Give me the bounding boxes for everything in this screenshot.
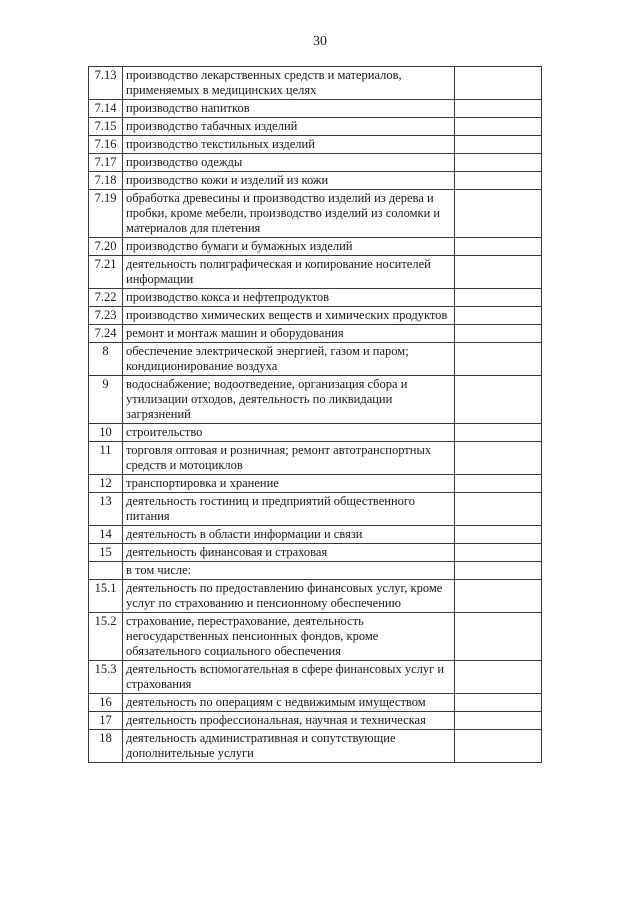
row-value-cell: [455, 289, 542, 307]
row-activity-name: деятельность по предоставлению финансовых услуг, кроме услуг по страхованию и пенсионному обеспечению: [123, 580, 455, 613]
table-row: [89, 526, 542, 544]
row-value-cell: [455, 376, 542, 424]
row-code: 15: [89, 544, 123, 562]
row-value-cell: [455, 154, 542, 172]
row-value-cell: [455, 190, 542, 238]
row-code: 7.19: [89, 190, 123, 238]
row-code: 7.16: [89, 136, 123, 154]
table-row: [89, 694, 542, 712]
row-activity-name: водоснабжение; водоотведение, организация сбора и утилизации отходов, деятельность по ликвидации загрязнений: [123, 376, 455, 424]
table-row: [89, 580, 542, 613]
row-code: 11: [89, 442, 123, 475]
table-row: [89, 100, 542, 118]
row-activity-name: производство текстильных изделий: [123, 136, 455, 154]
row-activity-name: в том числе:: [123, 562, 455, 580]
row-value-cell: [455, 544, 542, 562]
table-row: [89, 190, 542, 238]
table-row: [89, 256, 542, 289]
row-code: 17: [89, 712, 123, 730]
table-row: [89, 343, 542, 376]
table-row: [89, 136, 542, 154]
row-value-cell: [455, 67, 542, 100]
row-code: 16: [89, 694, 123, 712]
row-code: 7.15: [89, 118, 123, 136]
row-activity-name: обработка древесины и производство изделий из дерева и пробки, кроме мебели, производство изделий из соломки и материалов для плетения: [123, 190, 455, 238]
row-value-cell: [455, 661, 542, 694]
row-value-cell: [455, 256, 542, 289]
row-code: 10: [89, 424, 123, 442]
row-value-cell: [455, 136, 542, 154]
table-row: [89, 289, 542, 307]
row-activity-name: производство химических веществ и химических продуктов: [123, 307, 455, 325]
row-code: 7.13: [89, 67, 123, 100]
row-value-cell: [455, 580, 542, 613]
table-row: [89, 493, 542, 526]
row-activity-name: производство кокса и нефтепродуктов: [123, 289, 455, 307]
row-activity-name: ремонт и монтаж машин и оборудования: [123, 325, 455, 343]
row-activity-name: обеспечение электрической энергией, газом и паром; кондиционирование воздуха: [123, 343, 455, 376]
row-value-cell: [455, 475, 542, 493]
row-value-cell: [455, 694, 542, 712]
row-value-cell: [455, 493, 542, 526]
row-code: 7.14: [89, 100, 123, 118]
row-activity-name: деятельность по операциям с недвижимым имуществом: [123, 694, 455, 712]
row-activity-name: деятельность вспомогательная в сфере финансовых услуг и страхования: [123, 661, 455, 694]
row-activity-name: производство бумаги и бумажных изделий: [123, 238, 455, 256]
table-row: [89, 712, 542, 730]
row-code: 7.24: [89, 325, 123, 343]
row-activity-name: производство лекарственных средств и материалов, применяемых в медицинских целях: [123, 67, 455, 100]
table-row: [89, 325, 542, 343]
table-row: [89, 613, 542, 661]
table-row: [89, 154, 542, 172]
row-activity-name: деятельность профессиональная, научная и техническая: [123, 712, 455, 730]
row-code: 8: [89, 343, 123, 376]
row-value-cell: [455, 424, 542, 442]
table-row: [89, 661, 542, 694]
row-code: 15.3: [89, 661, 123, 694]
row-value-cell: [455, 343, 542, 376]
row-code: 12: [89, 475, 123, 493]
row-code: 7.22: [89, 289, 123, 307]
row-value-cell: [455, 526, 542, 544]
row-activity-name: производство табачных изделий: [123, 118, 455, 136]
row-value-cell: [455, 307, 542, 325]
row-value-cell: [455, 325, 542, 343]
row-activity-name: страхование, перестрахование, деятельность негосударственных пенсионных фондов, кроме обязательного социального обеспечения: [123, 613, 455, 661]
row-value-cell: [455, 442, 542, 475]
row-code: 7.17: [89, 154, 123, 172]
row-activity-name: деятельность административная и сопутствующие дополнительные услуги: [123, 730, 455, 763]
row-code: 7.20: [89, 238, 123, 256]
table-row: [89, 238, 542, 256]
row-activity-name: деятельность гостиниц и предприятий общественного питания: [123, 493, 455, 526]
page-number: 30: [313, 34, 327, 49]
row-value-cell: [455, 712, 542, 730]
row-activity-name: торговля оптовая и розничная; ремонт автотранспортных средств и мотоциклов: [123, 442, 455, 475]
table-row: [89, 730, 542, 763]
row-code: 15.1: [89, 580, 123, 613]
table-row: [89, 67, 542, 100]
table-row: [89, 376, 542, 424]
row-code: 15.2: [89, 613, 123, 661]
row-activity-name: деятельность в области информации и связи: [123, 526, 455, 544]
row-activity-name: производство одежды: [123, 154, 455, 172]
row-activity-name: строительство: [123, 424, 455, 442]
table-row: [89, 307, 542, 325]
row-value-cell: [455, 613, 542, 661]
row-value-cell: [455, 118, 542, 136]
row-code: 9: [89, 376, 123, 424]
row-value-cell: [455, 100, 542, 118]
row-code: 18: [89, 730, 123, 763]
row-code: 14: [89, 526, 123, 544]
row-activity-name: транспортировка и хранение: [123, 475, 455, 493]
row-value-cell: [455, 172, 542, 190]
row-value-cell: [455, 562, 542, 580]
row-activity-name: деятельность полиграфическая и копирование носителей информации: [123, 256, 455, 289]
row-code: 7.23: [89, 307, 123, 325]
row-code: 13: [89, 493, 123, 526]
row-activity-name: деятельность финансовая и страховая: [123, 544, 455, 562]
table-row: [89, 442, 542, 475]
table-row: [89, 562, 542, 580]
row-code: 7.18: [89, 172, 123, 190]
row-value-cell: [455, 730, 542, 763]
row-value-cell: [455, 238, 542, 256]
row-code: 7.21: [89, 256, 123, 289]
table-row: [89, 172, 542, 190]
row-activity-name: производство кожи и изделий из кожи: [123, 172, 455, 190]
table-row: [89, 475, 542, 493]
activity-table: [88, 66, 542, 763]
row-activity-name: производство напитков: [123, 100, 455, 118]
table-row: [89, 424, 542, 442]
table-body: [89, 67, 542, 763]
table-row: [89, 544, 542, 562]
table-row: [89, 118, 542, 136]
row-code: [89, 562, 123, 580]
